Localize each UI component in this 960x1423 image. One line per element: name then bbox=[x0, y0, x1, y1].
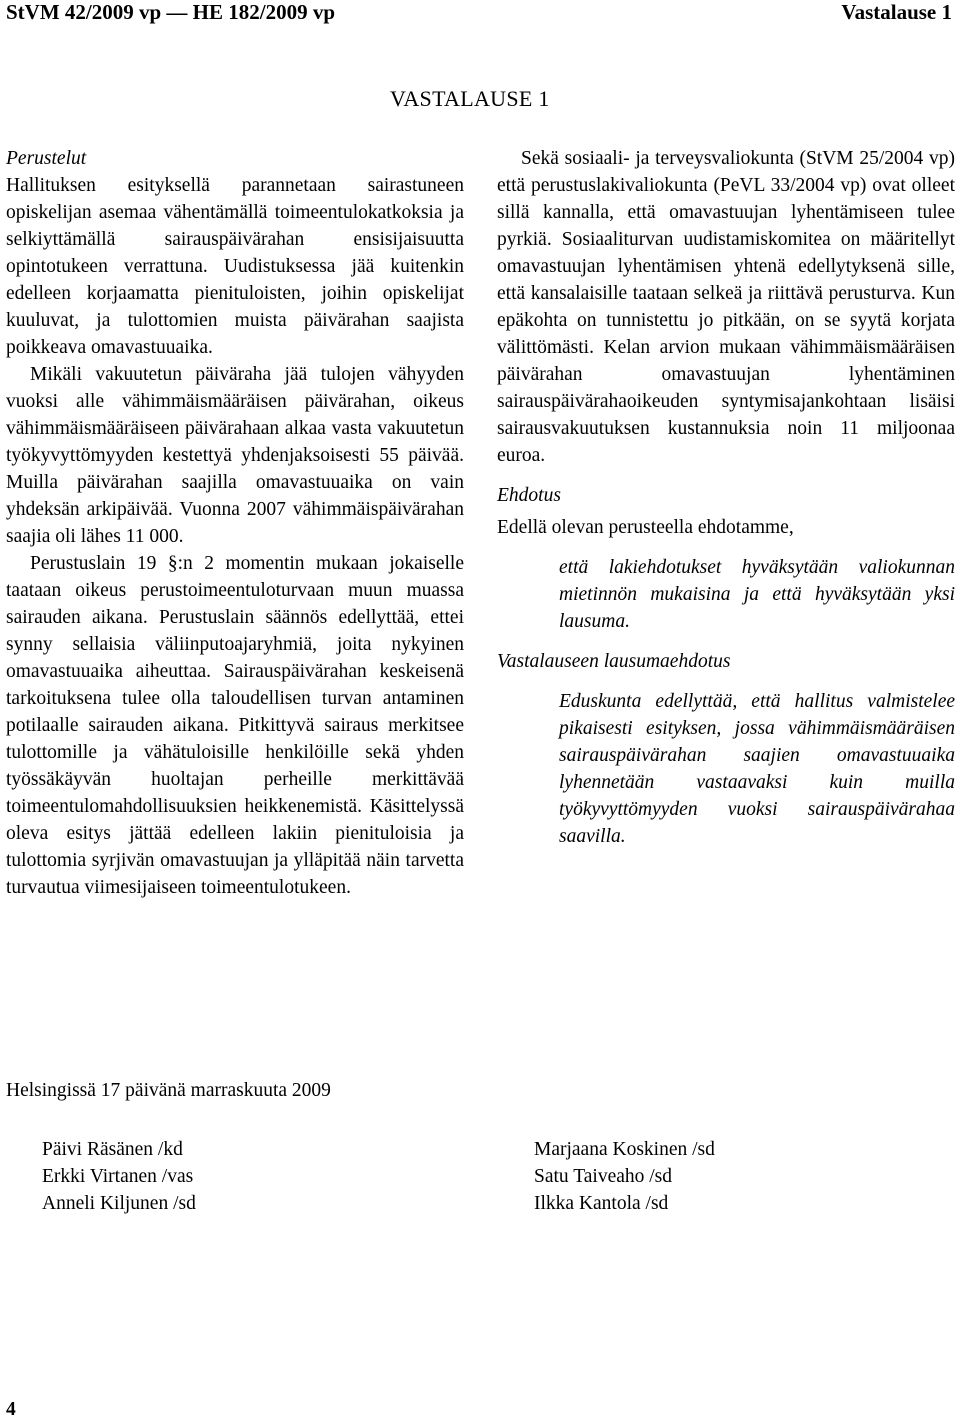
heading-statement-proposal: Vastalauseen lausumaehdotus bbox=[497, 651, 731, 672]
signatory: Ilkka Kantola /sd bbox=[534, 1193, 669, 1214]
paragraph-justification-1: Hallituksen esityksellä parannetaan sairastuneen opiskelijan asemaa vähentämällä toimeentulokatkoksia ja selkiyttämällä sairauspäivärahan ensisijaisuutta opintotukeen verrattuna. Uudistuksessa jää kuitenkin edelleen korjaamatta pienituloisten, joihin opiskelijat kuuluvat, ja tulottomien muista päivärahan saajista poikkeava omavastuuaika. bbox=[6, 175, 464, 358]
proposal-text: että lakiehdotukset hyväksytään valiokunnan mietinnön mukaisina ja että hyväksytään yksi lausuma. bbox=[559, 557, 955, 632]
paragraph-justification-2: Mikäli vakuutetun päiväraha jää tulojen vähyyden vuoksi alle vähimmäismääräisen päivärahan, oikeus vähimmäismääräiseen päivärahaan alkaa vasta vakuutetun työkyvyttömyyden kestettyä yhdenjaksoisesti 55 päivää. Muilla päivärahan saajilla omavastuuaika on vain yhdeksän arkipäivää. Vuonna 2007 vähimmäispäivärahan saajia oli lähes 11 000. bbox=[6, 364, 464, 547]
paragraph-committee-positions: Sekä sosiaali- ja terveysvaliokunta (StVM 25/2004 vp) että perustuslakivaliokunta (PeVL 33/2004 vp) ovat olleet sillä kannalla, että omavastuujan lyhentämiseen tulee pyrkiä. Sosiaaliturvan uudistamiskomitea on määritellyt omavastuujan lyhentämisen yhtenä edellytyksenä sille, että kansalaisille taataan selkeä ja riittävä perusturva. Kun epäkohta on tunnistettu jo pitkään, on se syytä korjata välittömästi. Kelan arvion mukaan vähimmäismääräisen päivärahan omavastuujan lyhentäminen sairauspäivärahaoikeuden syntymisajankohtaan lisäisi sairausvakuutuksen kustannuksia noin 11 miljoonaa euroa. bbox=[497, 148, 955, 466]
page-number: 4 bbox=[6, 1399, 16, 1420]
statement-text: Eduskunta edellyttää, että hallitus valmistelee pikaisesti esityksen, jossa vähimmäismääräisen sairauspäivärahan saajien omavastuuaika lyhennetään vastaavaksi kuin muilla työkyvyttömyyden vuoksi sairauspäivärahaa saavilla. bbox=[559, 691, 955, 847]
signatory: Anneli Kiljunen /sd bbox=[42, 1193, 196, 1214]
signatory: Marjaana Koskinen /sd bbox=[534, 1139, 715, 1160]
document-title: VASTALAUSE 1 bbox=[390, 86, 550, 111]
heading-perustelut: Perustelut bbox=[6, 148, 87, 169]
paragraph-justification-3: Perustuslain 19 §:n 2 momentin mukaan jokaiselle taataan oikeus perustoimeentuloturvaan muun muassa sairauden aikana. Perustuslain säännös edellyttää, ettei synny sellaisia väliinputoajaryhmiä, joita nykyinen omavastuuaika aiheuttaa. Sairauspäivärahan keskeisenä tarkoituksena tulee olla taloudellisen turvan antaminen potilaalle sairauden aikana. Pitkittyvä sairaus merkitsee tulottomille ja vähätuloisille henkilöille sekä yhden työssäkäyvän huoltajan perheille merkittävää toimeentulomahdollisuuksien heikkenemistä. Käsittelyssä oleva esitys jättää edelleen lakiin pienituloisia ja tulottomia syrjivän omavastuujan ja ylläpitää näin tarvetta turvautua viimesijaiseen toimeentulotukeen. bbox=[6, 553, 464, 898]
running-header-reference: StVM 42/2009 vp — HE 182/2009 vp bbox=[6, 0, 336, 24]
right-column bbox=[497, 145, 955, 850]
place-and-date: Helsingissä 17 päivänä marraskuuta 2009 bbox=[6, 1080, 331, 1101]
heading-ehdotus: Ehdotus bbox=[497, 485, 561, 506]
signatories-left bbox=[42, 1136, 196, 1217]
signatory: Päivi Räsänen /kd bbox=[42, 1139, 183, 1160]
proposal-intro: Edellä olevan perusteella ehdotamme, bbox=[497, 517, 794, 538]
signatories-right bbox=[534, 1136, 715, 1217]
signatory: Satu Taiveaho /sd bbox=[534, 1166, 673, 1187]
left-column bbox=[6, 145, 464, 901]
signatory: Erkki Virtanen /vas bbox=[42, 1166, 194, 1187]
running-header-section: Vastalause 1 bbox=[841, 0, 952, 24]
